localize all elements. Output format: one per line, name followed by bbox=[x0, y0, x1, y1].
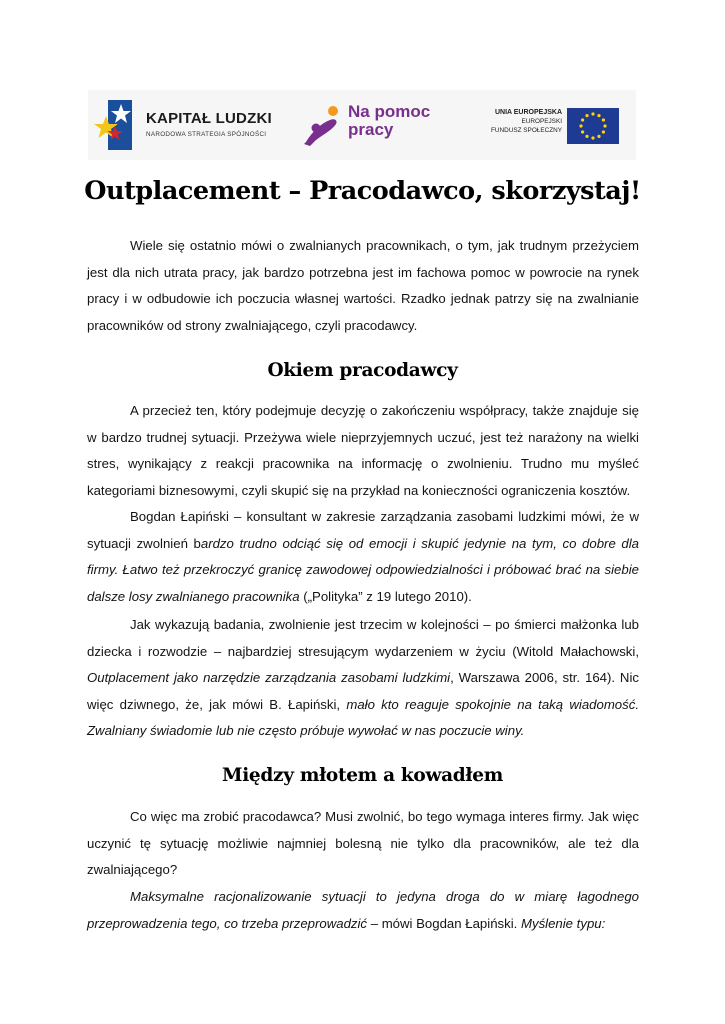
kapital-ludzki-title: KAPITAŁ LUDZKI bbox=[146, 110, 272, 127]
paragraph-rationalization bbox=[87, 884, 639, 937]
paragraph-lapinski-text: Bogdan Łapiński – konsultant w zakresie zarządzania zasobami ludzkimi mówi, że w sytuacji zwolnień b bbox=[87, 509, 639, 551]
paragraph-employer-situation: A przecież ten, który podejmuje decyzję o zakończeniu współpracy, także znajduje się w bardzo trudnej sytuacji. Przeżywa wiele nieprzyjemnych uczuć, jest też narażony na wielki stres, wynikający z reakcji pracownika na informację o zwolnieniu. Trudno mu myśleć kategoriami biznesowymi, czyli skupić się na przykład na konieczności ograniczenia kosztów. bbox=[87, 403, 639, 498]
section-heading-okiem-pracodawcy: Okiem pracodawcy bbox=[267, 360, 458, 381]
document-title: Outplacement – Pracodawco, skorzystaj! bbox=[84, 176, 641, 206]
paragraph-research-text: Jak wykazują badania, zwolnienie jest trzecim w kolejności – po śmierci małżonka lub dziecka i rozwodzie – najbardziej stresującym wydarzeniem w życiu (Witold Małachowski, bbox=[87, 617, 639, 659]
eu-european-label: EUROPEJSKI bbox=[521, 118, 562, 125]
na-pomoc-pracy-figure-icon bbox=[302, 104, 346, 146]
kapital-ludzki-logo bbox=[94, 96, 294, 154]
paragraph-rationalization-attribution: – mówi Bogdan Łapiński. bbox=[367, 915, 521, 931]
paragraph-research bbox=[87, 612, 639, 745]
paragraph-lapinski-quote bbox=[87, 504, 639, 610]
na-pomoc-line: Na pomoc bbox=[348, 102, 431, 121]
eu-social-fund-logo bbox=[480, 104, 622, 148]
section-heading-miedzy-mlotem: Między młotem a kowadłem bbox=[222, 765, 503, 786]
eu-flag-icon bbox=[567, 108, 619, 144]
eu-union-label: UNIA EUROPEJSKA bbox=[494, 109, 562, 116]
na-pomoc-pracy-logo bbox=[302, 100, 442, 150]
eu-social-fund-label: FUNDUSZ SPOŁECZNY bbox=[490, 127, 562, 134]
pracy-line: pracy bbox=[348, 120, 394, 139]
logo-header bbox=[88, 90, 636, 160]
paragraph-intro: Wiele się ostatnio mówi o zwalnianych pracownikach, o tym, jak trudnym przeżyciem jest dla nich utrata pracy, jak bardzo potrzebna jest im fachowa pomoc w powrocie na rynek pracy i w odbudowie ich poczucia własnej wartości. Rzadko jednak patrzy się na zwalnianie pracowników od strony zwalniającego, czyli pracodawcy. bbox=[87, 238, 639, 333]
eu-fund-text bbox=[480, 108, 562, 135]
paragraph-rationalization-continuation: Myślenie typu: bbox=[520, 915, 606, 931]
paragraph-lapinski-italic: ardzo trudno odciąć się od emocji i skupić jedynie na tym, co dobre dla firmy. Łatwo też przekroczyć granicę zawodowej odpowiedzialności i próbować brać na siebie dalsze losy zwalnianego pracownika bbox=[87, 535, 640, 604]
paragraph-rationalization-quote: Maksymalne racjonalizowanie sytuacji to jedyna droga do w miarę łagodnego przeprowadzenia tego, co trzeba przeprowadzić bbox=[87, 889, 639, 931]
paragraph-lapinski-source: („Polityka” z 19 lutego 2010). bbox=[299, 588, 472, 604]
kapital-ludzki-emblem-icon bbox=[94, 96, 136, 154]
kapital-ludzki-subtitle: NARODOWA STRATEGIA SPÓJNOŚCI bbox=[146, 131, 267, 138]
na-pomoc-pracy-text bbox=[348, 103, 448, 139]
book-title: Outplacement jako narzędzie zarządzania zasobami ludzkimi bbox=[87, 670, 451, 685]
paragraph-what-to-do: Co więc ma zrobić pracodawca? Musi zwolnić, bo tego wymaga interes firmy. Jak więc uczynić tę sytuację możliwie najmniej bolesną nie tylko dla pracowników, ale też dla zwalniającego? bbox=[87, 809, 639, 877]
paragraph-research-quote: mało kto reaguje spokojnie na taką wiadomość. Zwalniany świadomie lub nie często próbuje wywołać w nas poczucie winy. bbox=[87, 696, 639, 738]
paragraph-research-text-2: , Warszawa 2006, str. 164). Nic więc dziwnego, że, jak mówi B. Łapiński, bbox=[87, 670, 639, 712]
